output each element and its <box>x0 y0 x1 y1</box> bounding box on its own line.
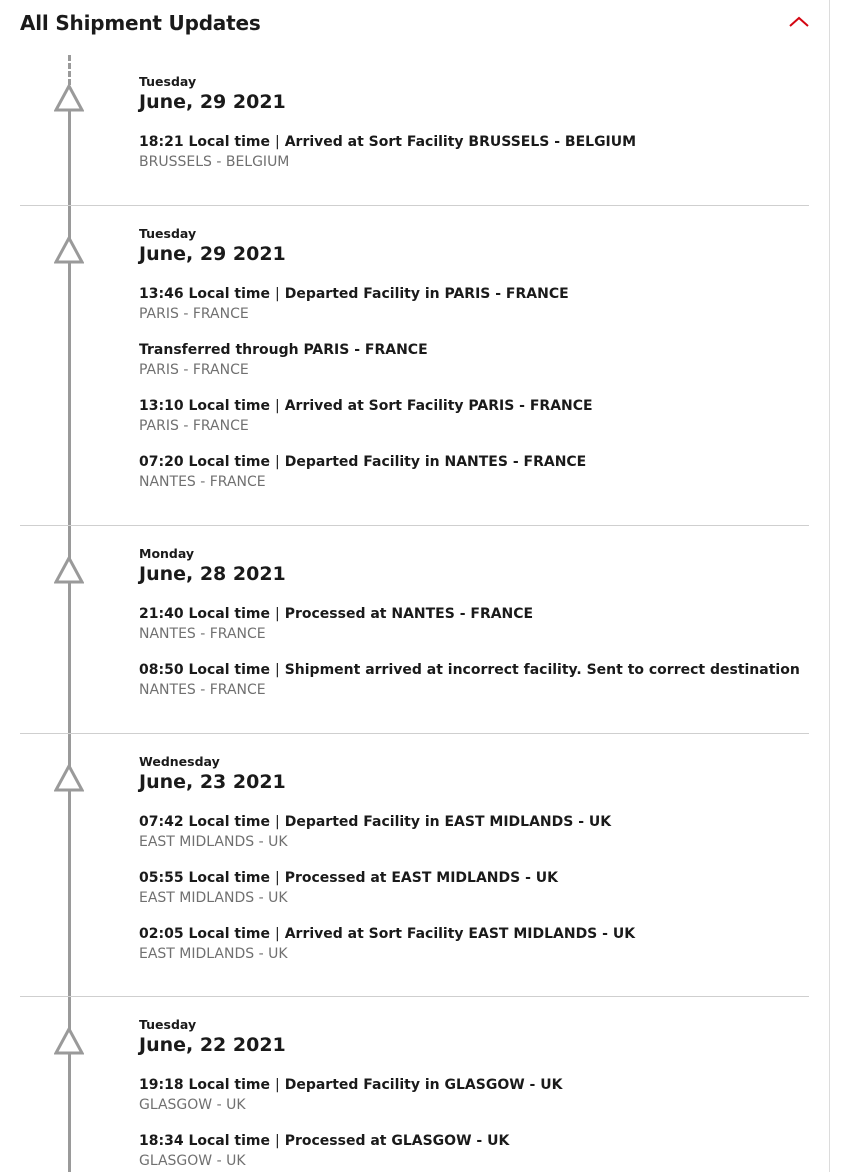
event-time: 07:42 Local time <box>139 814 270 830</box>
event-time: 19:18 Local time <box>139 1077 270 1093</box>
event-headline <box>139 396 799 416</box>
triangle-marker-icon <box>54 1027 84 1055</box>
event-separator: | <box>274 606 280 622</box>
event-separator: | <box>274 662 280 678</box>
event-location: EAST MIDLANDS - UK <box>139 946 288 962</box>
group-date: June, 23 2021 <box>139 771 286 793</box>
event-description: Processed at NANTES - FRANCE <box>284 606 534 622</box>
event-separator: | <box>274 1077 280 1093</box>
section-title: All Shipment Updates <box>20 11 261 35</box>
list-item <box>139 132 799 172</box>
event-separator: | <box>274 286 280 302</box>
group-divider <box>20 996 809 997</box>
event-location: GLASGOW - UK <box>139 1153 246 1169</box>
event-location: EAST MIDLANDS - UK <box>139 834 288 850</box>
event-description: Departed Facility in PARIS - FRANCE <box>284 286 569 302</box>
event-separator: | <box>274 454 280 470</box>
event-location: NANTES - FRANCE <box>139 474 266 490</box>
event-time: 18:21 Local time <box>139 134 270 150</box>
list-item <box>139 868 799 908</box>
event-time: 05:55 Local time <box>139 870 270 886</box>
event-time: 07:20 Local time <box>139 454 270 470</box>
group-weekday: Tuesday <box>139 1017 197 1032</box>
event-headline <box>139 1075 799 1095</box>
event-location: PARIS - FRANCE <box>139 418 249 434</box>
list-item <box>139 604 799 644</box>
list-item <box>139 340 799 380</box>
list-item <box>139 284 799 324</box>
group-divider <box>20 525 809 526</box>
event-location: NANTES - FRANCE <box>139 682 266 698</box>
group-date: June, 22 2021 <box>139 1034 286 1056</box>
event-description: Departed Facility in EAST MIDLANDS - UK <box>284 814 612 830</box>
event-separator: | <box>274 814 280 830</box>
event-headline <box>139 812 799 832</box>
group-weekday: Wednesday <box>139 754 220 769</box>
event-time: 18:34 Local time <box>139 1133 270 1149</box>
group-date: June, 28 2021 <box>139 563 286 585</box>
list-item <box>139 396 799 436</box>
event-time: 21:40 Local time <box>139 606 270 622</box>
event-headline <box>139 868 799 888</box>
event-location: PARIS - FRANCE <box>139 362 249 378</box>
event-time: 02:05 Local time <box>139 926 270 942</box>
event-location: NANTES - FRANCE <box>139 626 266 642</box>
group-weekday: Tuesday <box>139 226 197 241</box>
event-headline <box>139 452 799 472</box>
event-headline <box>139 132 799 152</box>
event-separator: | <box>274 1133 280 1149</box>
list-item <box>139 1075 799 1115</box>
event-description: Departed Facility in GLASGOW - UK <box>284 1077 563 1093</box>
event-headline <box>139 924 799 944</box>
group-weekday: Tuesday <box>139 74 197 89</box>
list-item <box>139 1131 799 1171</box>
event-separator: | <box>274 926 280 942</box>
list-item <box>139 452 799 492</box>
event-description: Shipment arrived at incorrect facility. Sent to correct destination <box>284 662 800 678</box>
event-time: 08:50 Local time <box>139 662 270 678</box>
event-separator: | <box>274 134 280 150</box>
triangle-marker-icon <box>54 556 84 584</box>
event-description: Arrived at Sort Facility PARIS - FRANCE <box>284 398 593 414</box>
event-headline <box>139 284 799 304</box>
list-item <box>139 660 799 700</box>
event-location: GLASGOW - UK <box>139 1097 246 1113</box>
event-description: Arrived at Sort Facility EAST MIDLANDS - UK <box>284 926 636 942</box>
event-description: Arrived at Sort Facility BRUSSELS - BELGIUM <box>284 134 637 150</box>
event-location: BRUSSELS - BELGIUM <box>139 154 290 170</box>
event-description: Transferred through PARIS - FRANCE <box>139 342 428 358</box>
timeline-line <box>68 110 71 1172</box>
group-divider <box>20 733 809 734</box>
list-item <box>139 812 799 852</box>
timeline-dashed-start <box>68 55 71 85</box>
event-separator: | <box>274 870 280 886</box>
list-item <box>139 924 799 964</box>
event-separator: | <box>274 398 280 414</box>
triangle-marker-icon <box>54 236 84 264</box>
triangle-marker-icon <box>54 764 84 792</box>
event-headline <box>139 660 799 680</box>
event-description: Processed at GLASGOW - UK <box>284 1133 510 1149</box>
event-headline <box>139 340 799 360</box>
event-description: Processed at EAST MIDLANDS - UK <box>284 870 558 886</box>
event-description: Departed Facility in NANTES - FRANCE <box>284 454 587 470</box>
group-date: June, 29 2021 <box>139 91 286 113</box>
event-time: 13:46 Local time <box>139 286 270 302</box>
event-location: PARIS - FRANCE <box>139 306 249 322</box>
event-headline <box>139 1131 799 1151</box>
triangle-marker-icon <box>54 84 84 112</box>
group-divider <box>20 205 809 206</box>
event-headline <box>139 604 799 624</box>
group-weekday: Monday <box>139 546 195 561</box>
event-time: 13:10 Local time <box>139 398 270 414</box>
group-date: June, 29 2021 <box>139 243 286 265</box>
event-location: EAST MIDLANDS - UK <box>139 890 288 906</box>
